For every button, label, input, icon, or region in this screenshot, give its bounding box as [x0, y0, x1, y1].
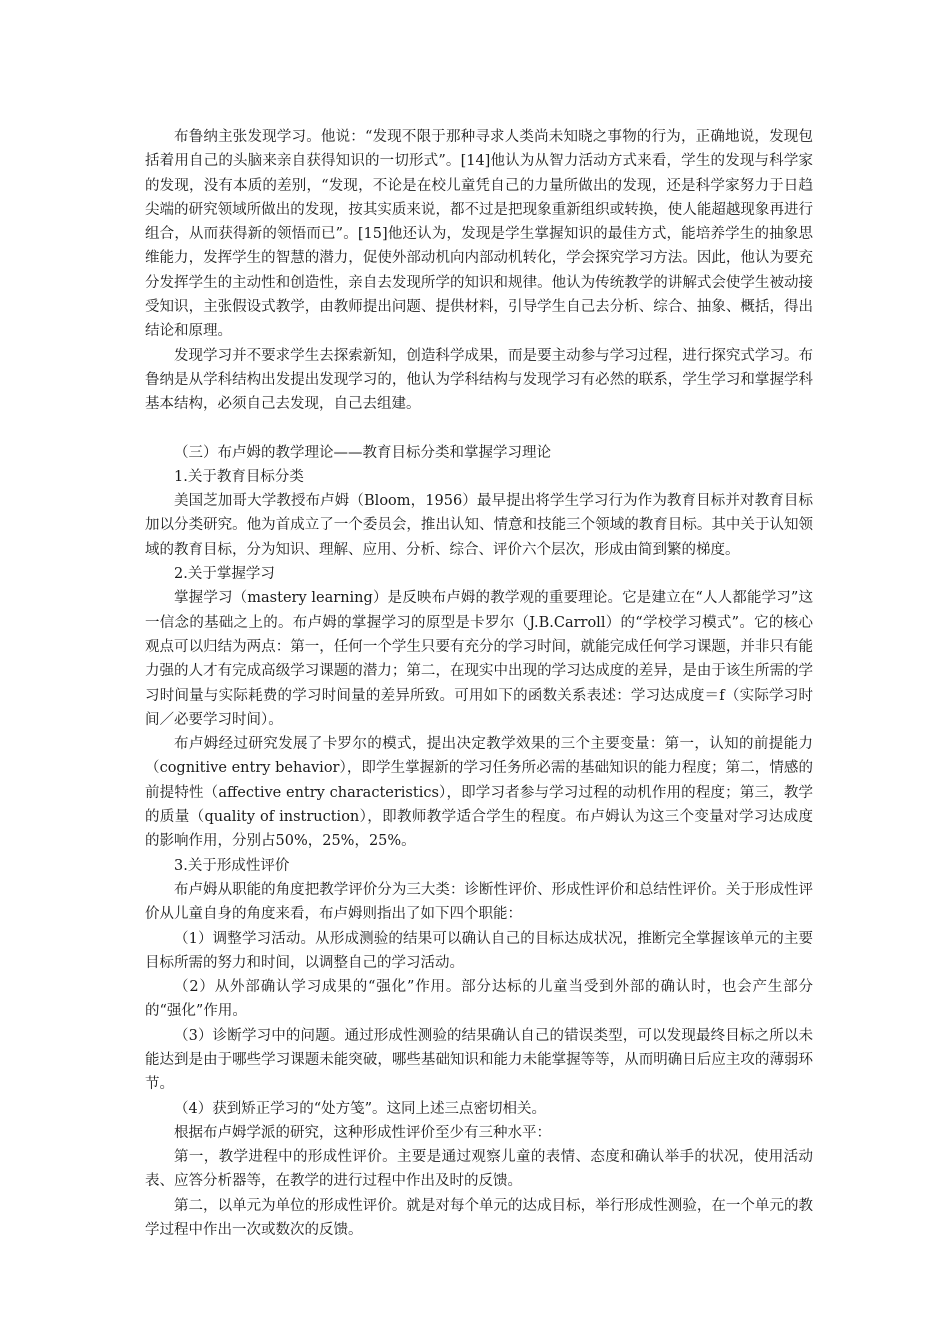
paragraph-level-1: 第一，教学进程中的形成性评价。主要是通过观察儿童的表情、态度和确认举手的状况，使用活动表、应答分析器等，在教学的进行过程中作出及时的反馈。	[145, 1149, 813, 1190]
paragraph-level-2: 第二，以单元为单位的形成性评价。就是对每个单元的达成目标，举行形成性测验，在一个单元的教学过程中作出一次或数次的反馈。	[145, 1197, 813, 1239]
paragraph-objectives: 美国芝加哥大学教授布卢姆（Bloom，1956）最早提出将学生学习行为作为教育目标并对教育目标加以分类研究。他为首成立了一个委员会，推出认知、情意和技能三个领域的教育目标。其中关于认知领域的教育目标，分为知识、理解、应用、分析、综合、评价六个层次，形成由简到繁的梯度。	[145, 493, 813, 558]
paragraph-discovery-learning-2: 发现学习并不要求学生去探索新知，创造科学成果，而是要主动参与学习过程，进行探究式学习。布鲁纳是从学科结构出发提出发现学习的，他认为学科结构与发现学习有必然的联系，学生学习和掌握学科基本结构，必须自己去发现，自己去组建。	[145, 347, 813, 413]
paragraph-levels-intro: 根据布卢姆学派的研究，这种形成性评价至少有三种水平：	[174, 1124, 551, 1141]
paragraph-variables: 布卢姆经过研究发展了卡罗尔的模式，提出决定教学效果的三个主要变量：第一，认知的前提能力（cognitive entry behavior），即学生掌握新的学习任务所必需的基础知识的能力程度；第二，情感的前提特性（affective entry characteristics），即学习者参与学习过程的动机作用的程度；第三，教学的质量（quality of instruction），即教师教学适合学生的程度。布卢姆认为这三个变量对学习达成度的影响作用，分别占50%，25%，25%。	[145, 736, 813, 850]
subheading-mastery: 2.关于掌握学习	[174, 566, 275, 583]
document-body	[145, 125, 813, 1242]
section-heading-bloom: （三）布卢姆的教学理论——教育目标分类和掌握学习理论	[174, 444, 551, 461]
paragraph-discovery-learning: 布鲁纳主张发现学习。他说：“发现不限于那种寻求人类尚未知晓之事物的行为，正确地说，发现包括着用自己的头脑来亲自获得知识的一切形式”。[14]他认为从智力活动方式来看，学生的发现与科学家的发现，没有本质的差别，“发现，不论是在校儿童凭自己的力量所做出的发现，还是科学家努力于日趋尖端的研究领域所做出的发现，按其实质来说，都不过是把现象重新组织或转换，使人能超越现象再进行组合，从而获得新的领悟而已”。[15]他还认为，发现是学生掌握知识的最佳方式，能培养学生的抽象思维能力，发挥学生的智慧的潜力，促使外部动机向内部动机转化，学会探究学习方法。因此，他认为要充分发挥学生的主动性和创造性，亲自去发现所学的知识和规律。他认为传统教学的讲解式会使学生被动接受知识，主张假设式教学，由教师提出问题、提供材料，引导学生自己去分析、综合、抽象、概括，得出结论和原理。	[145, 129, 813, 340]
paragraph-mastery: 掌握学习（mastery learning）是反映布卢姆的教学观的重要理论。它是建立在“人人都能学习”这一信念的基础之上的。布卢姆的掌握学习的原型是卡罗尔（J.B.Carroll）的“学校学习模式”。它的核心观点可以归结为两点：第一，任何一个学生只要有充分的学习时间，就能完成任何学习课题，并非只有能力强的人才有完成高级学习课题的潜力；第二，在现实中出现的学习达成度的差异，是由于该生所需的学习时间量与实际耗费的学习时间量的差异所致。可用如下的函数关系表述：学习达成度＝f（实际学习时间／必要学习时间）。	[145, 590, 813, 728]
section-gap	[145, 417, 813, 441]
subheading-formative: 3.关于形成性评价	[174, 857, 290, 874]
subheading-objectives: 1.关于教育目标分类	[174, 468, 304, 485]
list-item-1: （1）调整学习活动。从形成测验的结果可以确认自己的目标达成状况，推断完全掌握该单元的主要目标所需的努力和时间，以调整自己的学习活动。	[145, 930, 813, 971]
list-item-2: （2）从外部确认学习成果的“强化”作用。部分达标的儿童当受到外部的确认时，也会产生部分的“强化”作用。	[145, 979, 813, 1020]
list-item-4: （4）获到矫正学习的“处方笺”。这同上述三点密切相关。	[174, 1100, 547, 1117]
list-item-3: （3）诊断学习中的问题。通过形成性测验的结果确认自己的错误类型，可以发现最终目标之所以未能达到是由于哪些学习课题未能突破，哪些基础知识和能力未能掌握等等，从而明确日后应主攻的薄弱环节。	[145, 1027, 813, 1093]
paragraph-formative-intro: 布卢姆从职能的角度把教学评价分为三大类：诊断性评价、形成性评价和总结性评价。关于形成性评价从儿童自身的角度来看，布卢姆则指出了如下四个职能：	[145, 881, 813, 923]
